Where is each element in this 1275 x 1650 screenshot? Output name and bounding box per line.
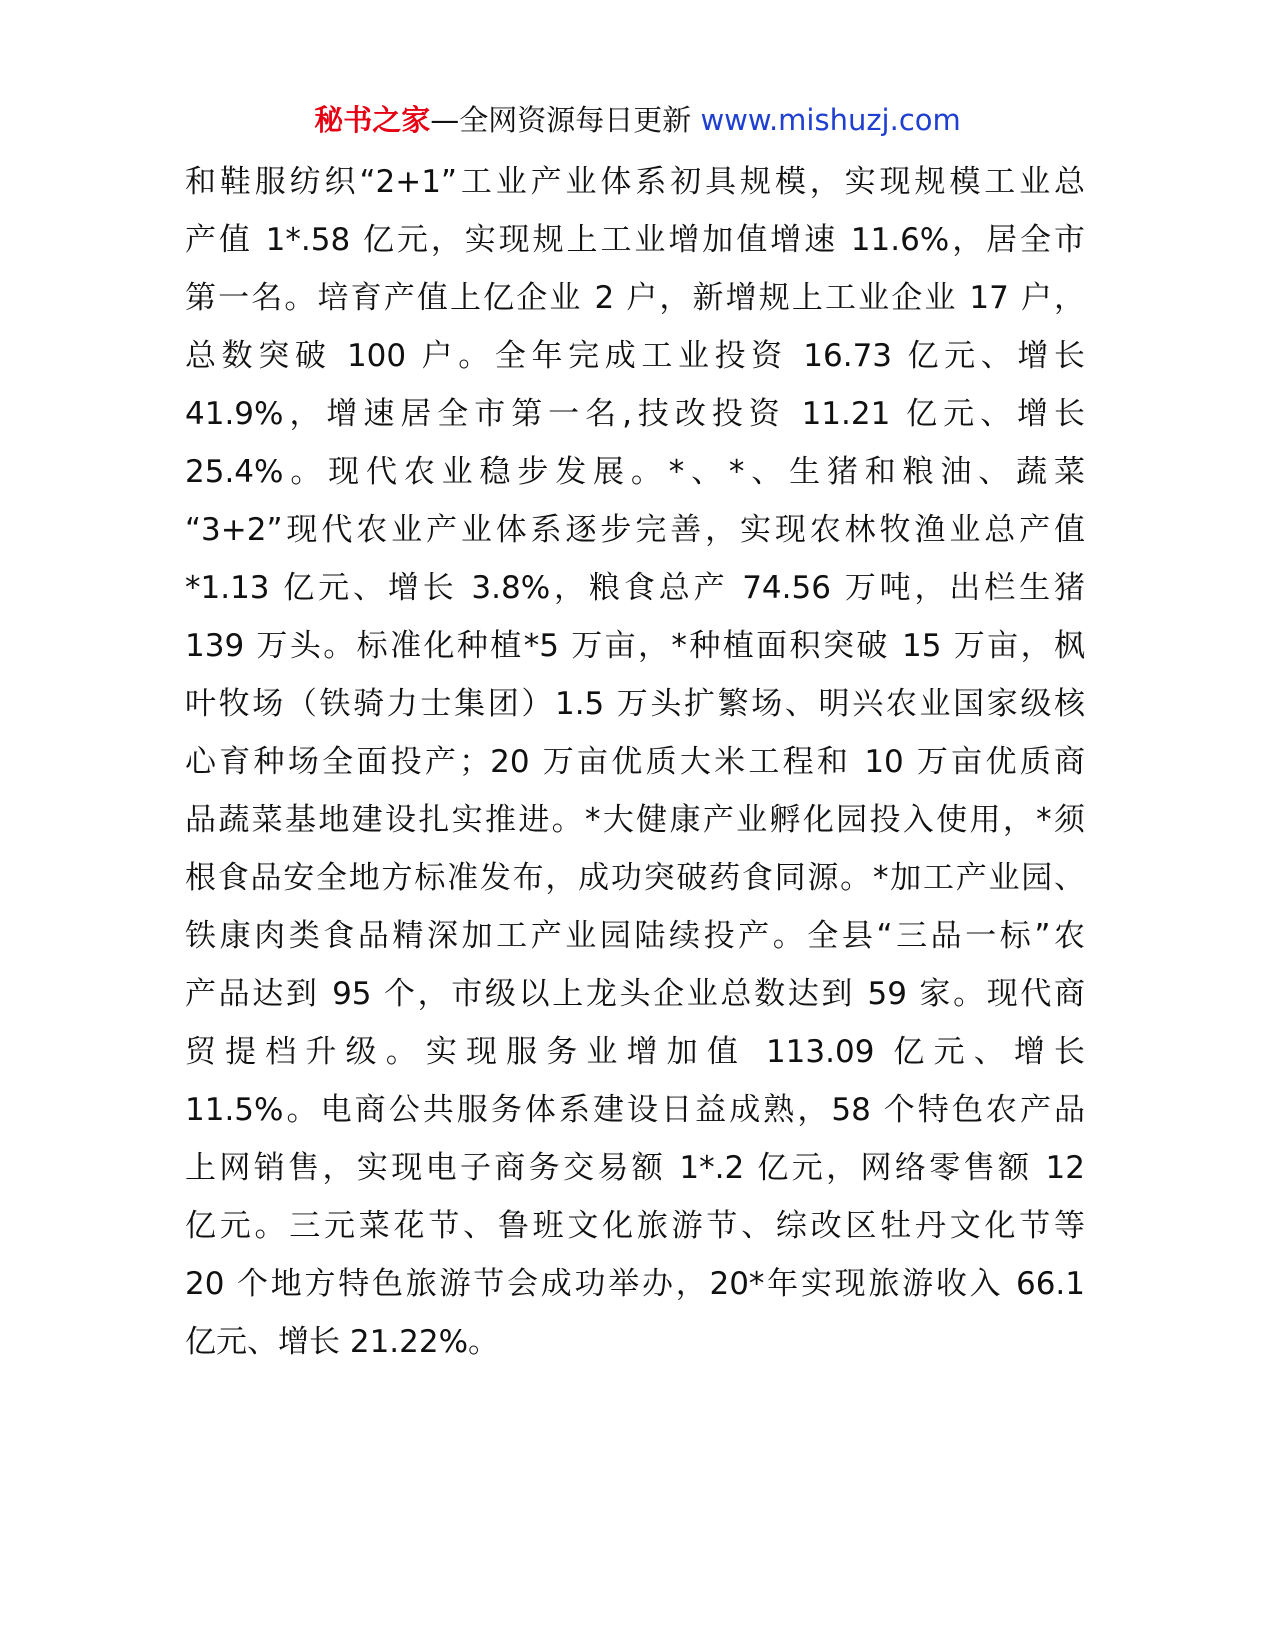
website-url: www.mishuzj.com <box>700 103 961 137</box>
text-line: 和鞋服纺织“2+1”工业产业体系初具规模，实现规模工业总 <box>185 164 1085 200</box>
document-body <box>185 153 1085 1371</box>
text-line: 第一名。培育产值上亿企业 2 户，新增规上工业企业 17 户， <box>185 280 1085 316</box>
brand-name: 秘书之家 <box>314 103 431 137</box>
text-line: 心育种场全面投产；20 万亩优质大米工程和 10 万亩优质商 <box>185 744 1085 780</box>
text-line: 11.5%。电商公共服务体系建设日益成熟，58 个特色农产品 <box>185 1092 1085 1128</box>
text-line: 产品达到 95 个，市级以上龙头企业总数达到 59 家。现代商 <box>185 976 1085 1012</box>
text-line: 亿元、增长 21.22%。 <box>185 1324 500 1360</box>
page-header <box>0 100 1275 140</box>
text-line: 20 个地方特色旅游节会成功举办，20*年实现旅游收入 66.1 <box>185 1266 1085 1302</box>
text-line: 品蔬菜基地建设扎实推进。*大健康产业孵化园投入使用，*须 <box>185 802 1085 838</box>
text-line: 139 万头。标准化种植*5 万亩，*种植面积突破 15 万亩，枫 <box>185 628 1085 664</box>
text-line: 亿元。三元菜花节、鲁班文化旅游节、综改区牡丹文化节等 <box>185 1208 1085 1244</box>
text-line: “3+2”现代农业产业体系逐步完善，实现农林牧渔业总产值 <box>185 512 1085 548</box>
text-line: *1.13 亿元、增长 3.8%，粮食总产 74.56 万吨，出栏生猪 <box>185 570 1085 606</box>
text-line: 41.9%，增速居全市第一名,技改投资 11.21 亿元、增长 <box>185 396 1085 432</box>
text-line: 25.4%。现代农业稳步发展。*、*、生猪和粮油、蔬菜 <box>185 454 1085 490</box>
text-line: 总数突破 100 户。全年完成工业投资 16.73 亿元、增长 <box>185 338 1085 374</box>
text-line: 产值 1*.58 亿元，实现规上工业增加值增速 11.6%，居全市 <box>185 222 1085 258</box>
text-line: 根食品安全地方标准发布，成功突破药食同源。*加工产业园、 <box>185 860 1085 896</box>
text-line: 上网销售，实现电子商务交易额 1*.2 亿元，网络零售额 12 <box>185 1150 1085 1186</box>
text-line: 贸提档升级。实现服务业增加值 113.09 亿元、增长 <box>185 1034 1085 1070</box>
text-line: 铁康肉类食品精深加工产业园陆续投产。全县“三品一标”农 <box>185 918 1085 954</box>
header-slogan: —全网资源每日更新 <box>430 103 701 137</box>
text-line: 叶牧场（铁骑力士集团）1.5 万头扩繁场、明兴农业国家级核 <box>185 686 1085 722</box>
